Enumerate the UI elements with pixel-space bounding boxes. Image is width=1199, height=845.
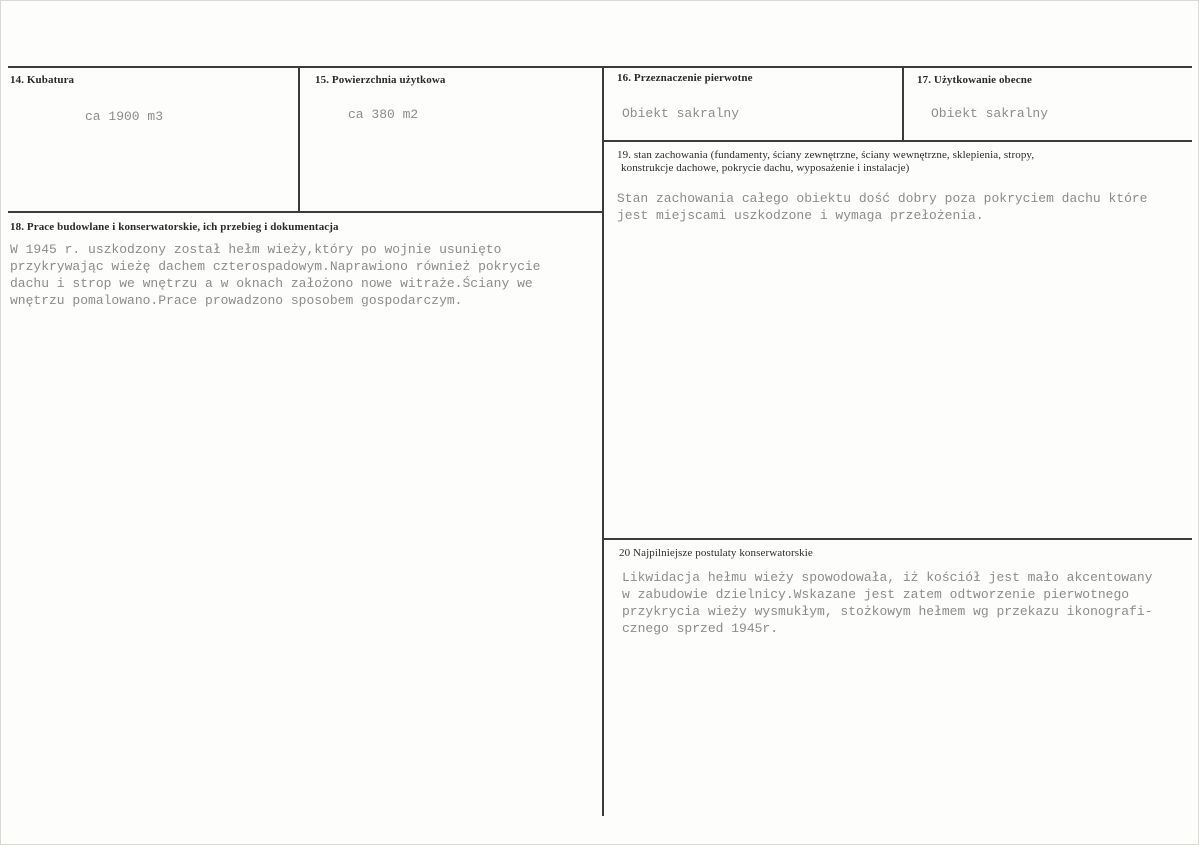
field-16-value: Obiekt sakralny [622,106,740,121]
field-16-label: 16. Przeznaczenie pierwotne [617,72,753,84]
rule-under-16-17 [604,140,1192,142]
field-15-value: ca 380 m2 [348,107,419,122]
field-15-label: 15. Powierzchnia użytkowa [315,74,446,86]
field-17-label: 17. Użytkowanie obecne [917,74,1032,86]
field-18-line: dachu i strop we wnętrzu a w oknach założono nowe witraże.Ściany we [10,276,533,291]
field-20-line: cznego sprzed 1945r. [622,621,779,636]
field-19-label-line: 19. stan zachowania (fundamenty, ściany zewnętrzne, ściany wewnętrzne, sklepienia, stropy, [617,149,1035,161]
field-19-label-line: konstrukcje dachowe, pokrycie dachu, wyposażenie i instalacje) [621,162,910,174]
field-14-value: ca 1900 m3 [85,109,164,124]
divider-16-17 [902,66,904,140]
divider-14-15 [298,66,300,212]
field-14-label: 14. Kubatura [10,74,75,86]
field-20-line: w zabudowie dzielnicy.Wskazane jest zatem odtworzenie pierwotnego [622,587,1130,602]
field-17-value: Obiekt sakralny [931,106,1049,121]
field-18-label: 18. Prace budowlane i konserwatorskie, ich przebieg i dokumentacja [10,221,339,233]
rule-above-20 [604,538,1192,540]
rule-under-14-15 [8,211,603,213]
field-18-line: W 1945 r. uszkodzony został hełm wieży,który po wojnie usunięto [10,242,502,257]
center-divider [602,66,604,816]
field-20-line: Likwidacja hełmu wieży spowodowała, iż kościół jest mało akcentowany [622,570,1153,585]
top-rule [8,66,1192,68]
field-18-line: przykrywając wieżę dachem czterospadowym.Naprawiono również pokrycie [10,259,541,274]
field-18-line: wnętrzu pomalowano.Prace prowadzono sposobem gospodarczym. [10,293,463,308]
field-19-line: Stan zachowania całego obiektu dość dobry poza pokryciem dachu które [617,191,1148,206]
field-19-line: jest miejscami uszkodzone i wymaga przełożenia. [617,208,984,223]
field-20-line: przykrycia wieży wysmukłym, stożkowym hełmem wg przekazu ikonografi- [622,604,1153,619]
field-20-label: 20 Najpilniejsze postulaty konserwatorskie [619,547,813,559]
